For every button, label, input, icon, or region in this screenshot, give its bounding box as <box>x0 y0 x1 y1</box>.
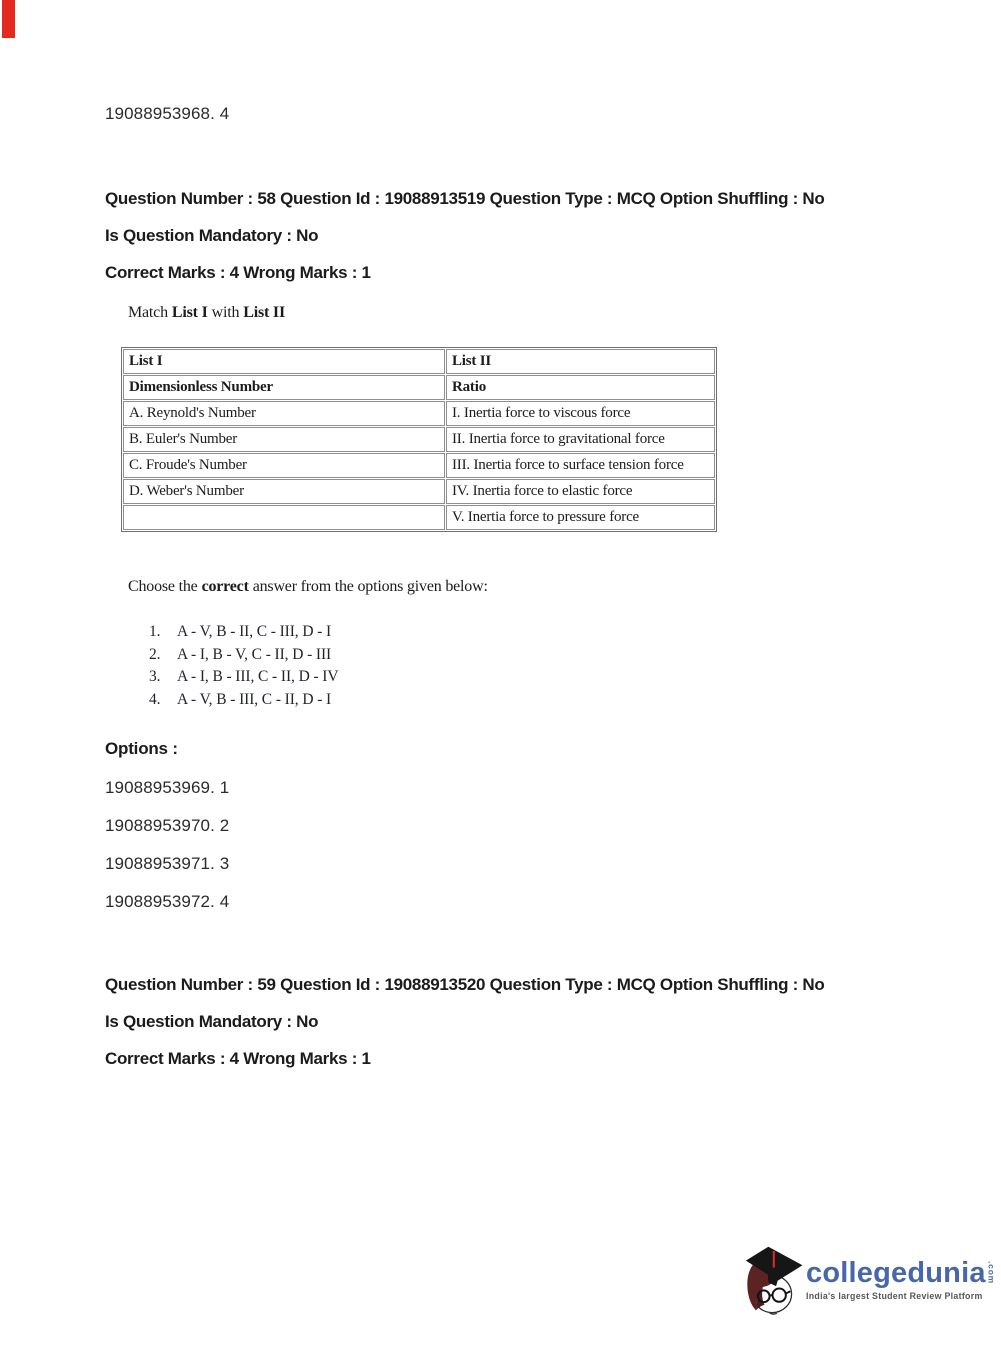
collegedunia-logo[interactable] <box>742 1245 997 1337</box>
list1-item-cell: D. Weber's Number <box>123 479 445 504</box>
correct-word: correct <box>201 578 249 595</box>
list2-item-cell: II. Inertia force to gravitational force <box>446 427 715 452</box>
ratio-cell: Ratio <box>446 375 715 400</box>
logo-brand-row <box>806 1257 997 1289</box>
answer-option-2 <box>149 644 338 667</box>
list-i-label: List I <box>171 304 208 321</box>
logo-brand-text: collegedunia <box>806 1257 986 1289</box>
question-59-mandatory-line: Is Question Mandatory : No <box>105 1012 319 1031</box>
answer-option-text: A - V, B - II, C - III, D - I <box>177 623 332 640</box>
options-section-label: Options : <box>105 739 178 758</box>
list1-item-cell: C. Froude's Number <box>123 453 445 478</box>
match-list-table <box>121 347 717 532</box>
answer-option-number: 4. <box>149 690 161 708</box>
choose-prefix: Choose the <box>128 578 198 595</box>
answer-option-1 <box>149 621 338 644</box>
question-59-header <box>105 973 825 1084</box>
list2-item-cell: IV. Inertia force to elastic force <box>446 479 715 504</box>
answer-option-4 <box>149 689 338 712</box>
list2-item-cell: V. Inertia force to pressure force <box>446 505 715 530</box>
dimensionless-number-cell: Dimensionless Number <box>123 375 445 400</box>
table-row <box>123 453 715 478</box>
question-59-meta-line: Question Number : 59 Question Id : 19088913520 Question Type : MCQ Option Shuffling : No <box>105 975 825 994</box>
option-id-3: 19088953971. 3 <box>105 854 230 873</box>
list2-item-cell: I. Inertia force to viscous force <box>446 401 715 426</box>
table-header-row <box>123 349 715 374</box>
answer-option-text: A - V, B - III, C - II, D - I <box>177 690 332 708</box>
list-ii-label: List II <box>243 304 285 321</box>
red-corner-mark <box>2 0 15 38</box>
option-id-2: 19088953970. 2 <box>105 816 230 835</box>
question-59-marks-line: Correct Marks : 4 Wrong Marks : 1 <box>105 1049 371 1068</box>
answer-option-3 <box>149 666 338 689</box>
logo-tagline: India's largest Student Review Platform <box>806 1291 983 1301</box>
answer-options-list <box>149 621 338 711</box>
logo-domain-suffix: .com <box>986 1261 997 1285</box>
question-58-mandatory-line: Is Question Mandatory : No <box>105 226 319 245</box>
list1-item-cell: A. Reynold's Number <box>123 401 445 426</box>
table-row <box>123 479 715 504</box>
table-subheader-row <box>123 375 715 400</box>
list1-item-cell: B. Euler's Number <box>123 427 445 452</box>
answer-option-number: 3. <box>149 668 161 685</box>
with-word: with <box>211 304 240 321</box>
answer-id-line: 19088953968. 4 <box>105 104 230 123</box>
table-row <box>123 401 715 426</box>
answer-option-number: 1. <box>149 623 161 640</box>
list1-item-cell <box>123 505 445 530</box>
choose-suffix: answer from the options given below: <box>252 578 488 595</box>
answer-option-text: A - I, B - V, C - II, D - III <box>177 645 332 663</box>
list2-item-cell: III. Inertia force to surface tension force <box>446 453 715 478</box>
logo-text-column <box>806 1257 997 1301</box>
list2-header-cell: List II <box>446 349 715 374</box>
option-id-list <box>105 777 229 929</box>
collegedunia-mascot-icon <box>742 1245 804 1329</box>
option-id-4: 19088953972. 4 <box>105 892 230 911</box>
table-row <box>123 427 715 452</box>
option-id-1: 19088953969. 1 <box>105 778 230 797</box>
match-instruction <box>128 304 285 322</box>
question-58-marks-line: Correct Marks : 4 Wrong Marks : 1 <box>105 263 371 282</box>
table-row <box>123 505 715 530</box>
answer-option-text: A - I, B - III, C - II, D - IV <box>177 668 339 685</box>
answer-option-number: 2. <box>149 645 161 663</box>
question-58-meta-line: Question Number : 58 Question Id : 19088913519 Question Type : MCQ Option Shuffling : No <box>105 189 825 208</box>
list1-header-cell: List I <box>123 349 445 374</box>
question-58-header <box>105 187 825 298</box>
choose-instruction <box>128 578 488 596</box>
match-word: Match <box>128 304 168 321</box>
